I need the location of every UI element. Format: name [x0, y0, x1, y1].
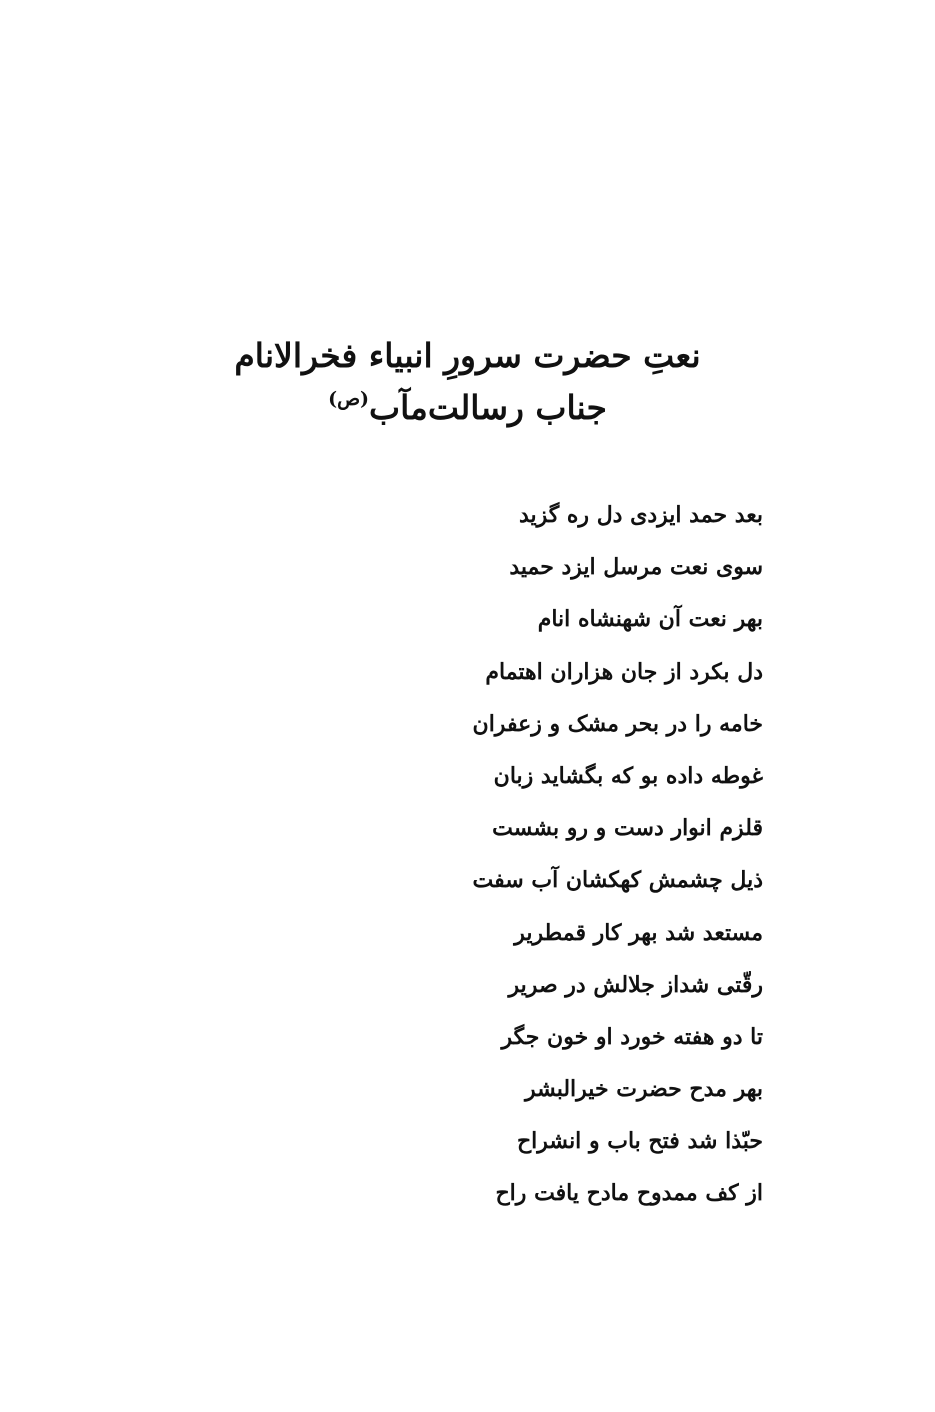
title-line-2: [0, 382, 935, 434]
title-line-2-text: جناب رسالت‌مآب: [369, 388, 607, 427]
verse-line: قلزم انوار دست و رو بشست: [492, 815, 763, 842]
verse-line: بهر نعت آن شهنشاه انام: [537, 606, 763, 633]
verse-line: بهر مدح حضرت خیرالبشر: [524, 1076, 763, 1103]
verse-line: حبّذا شد فتح باب و انشراح: [516, 1128, 763, 1155]
verse-line: بعد حمد ایزدی دل ره گزید: [518, 502, 763, 528]
verse-line: ذیل چشمش کهکشان آب سفت: [472, 867, 763, 894]
honorific-superscript: (ص): [328, 388, 370, 410]
poem-body: [423, 492, 763, 1223]
poem-title: [0, 330, 935, 434]
verse-line: از کف ممدوح مادح یافت راح: [495, 1180, 763, 1207]
verse-line: غوطه داده بو که بگشاید زبان: [493, 762, 763, 789]
verse-line: سوی نعت مرسل ایزد حمید: [509, 554, 763, 581]
verse-line: رقّتی شداز جلالش در صریر: [508, 971, 763, 998]
verse-line: تا دو هفته خورد او خون جگر: [501, 1023, 763, 1050]
title-line-1: نعتِ حضرت سرورِ انبیاء فخرالانام: [234, 336, 701, 375]
verse-line: خامه را در بحر مشک و زعفران: [472, 710, 763, 737]
verse-line: دل بکرد از جان هزاران اهتمام: [485, 658, 763, 685]
verse-line: مستعد شد بهر کار قمطریر: [514, 919, 763, 946]
